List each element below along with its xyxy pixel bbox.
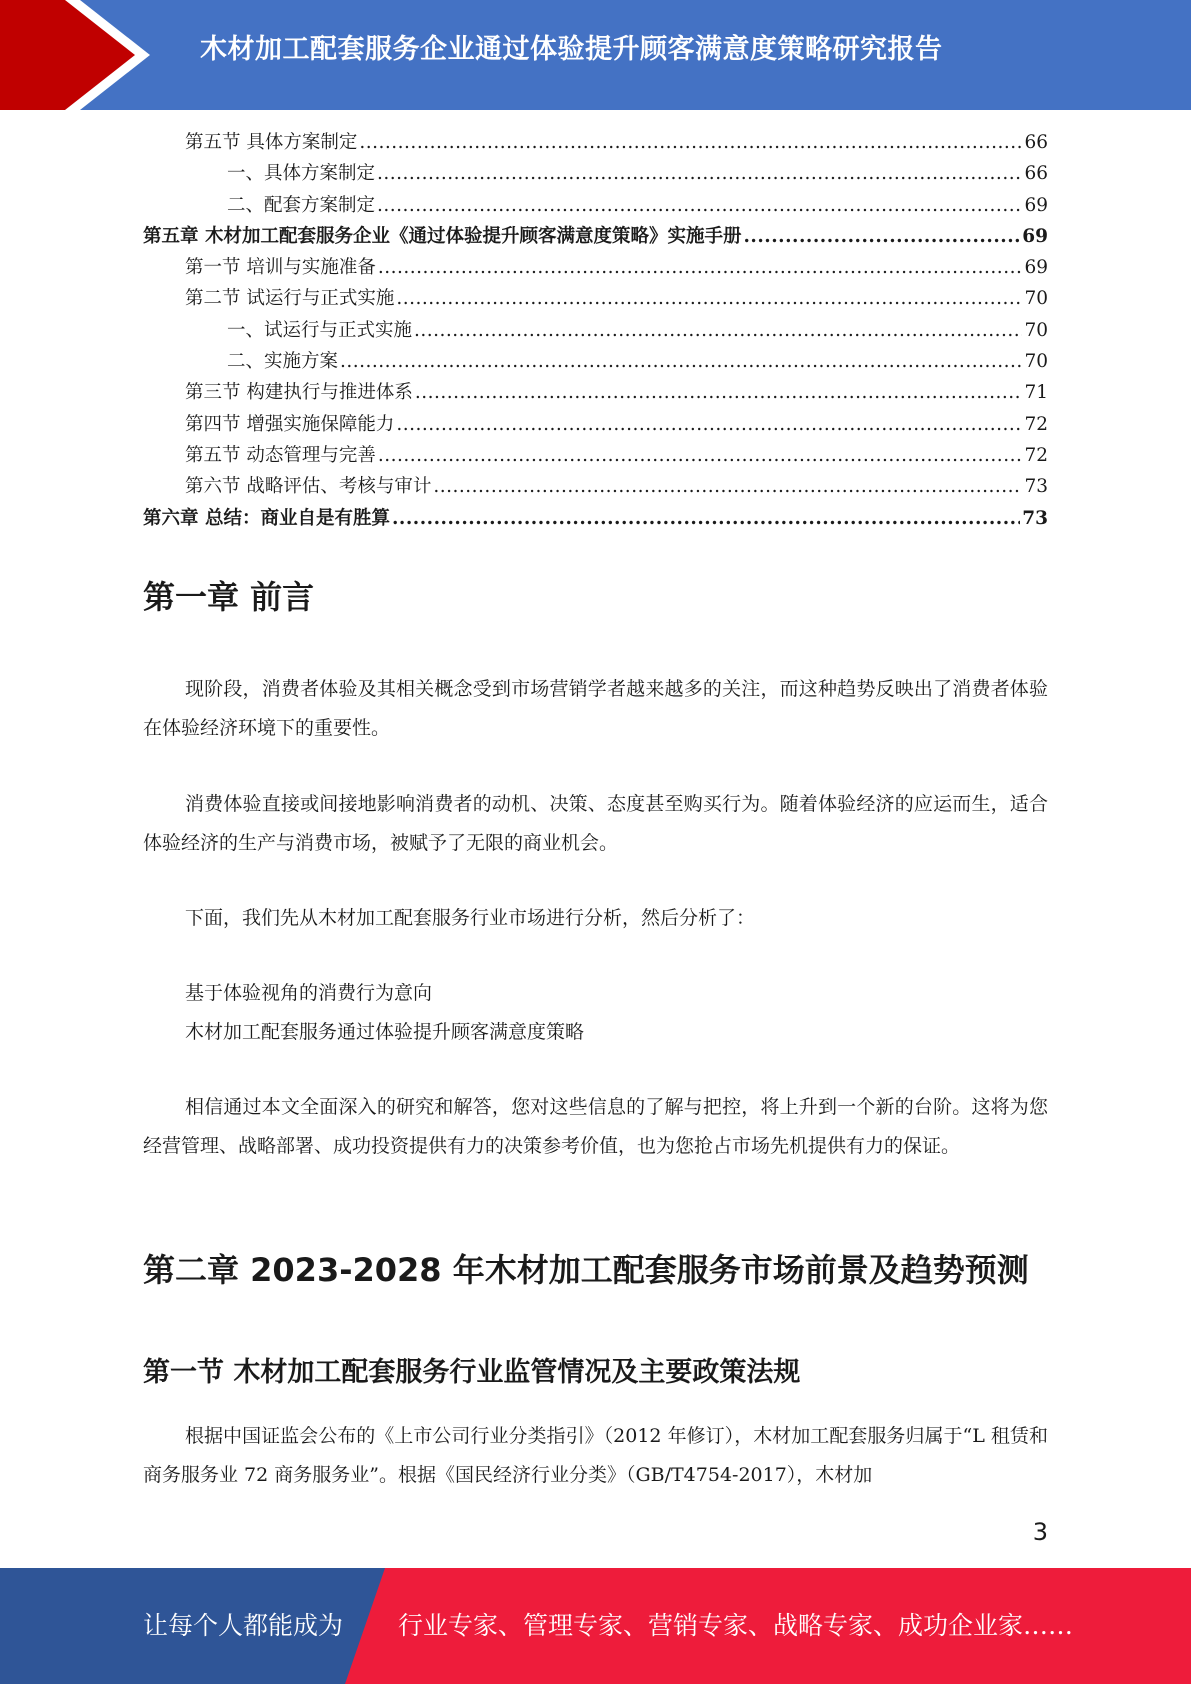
page-number: 3 xyxy=(1032,1518,1048,1546)
list-item: 基于体验视角的消费行为意向 xyxy=(185,982,433,1004)
toc-leader-dots xyxy=(377,195,1022,216)
toc-entry[interactable] xyxy=(143,253,1048,284)
toc-page-number: 69 xyxy=(1024,257,1048,279)
toc-leader-dots xyxy=(392,508,1020,529)
toc-entry-label: 第五节 动态管理与完善 xyxy=(185,444,376,466)
toc-leader-dots xyxy=(396,414,1022,435)
toc-entry[interactable] xyxy=(143,347,1048,378)
toc-entry[interactable] xyxy=(143,410,1048,441)
table-of-contents xyxy=(143,128,1048,535)
toc-page-number: 66 xyxy=(1024,132,1048,153)
paragraph: 现阶段，消费者体验及其相关概念受到市场营销学者越来越多的关注，而这种趋势反映出了消费者体验在体验经济环境下的重要性。 xyxy=(143,678,1048,739)
toc-page-number: 70 xyxy=(1024,288,1048,310)
toc-leader-dots xyxy=(414,320,1022,341)
toc-leader-dots xyxy=(743,226,1020,247)
chapter-1-body-4 xyxy=(143,1088,1048,1166)
list-item: 木材加工配套服务通过体验提升顾客满意度策略 xyxy=(185,1021,585,1043)
toc-entry[interactable] xyxy=(143,284,1048,315)
toc-entry[interactable] xyxy=(143,128,1048,159)
toc-entry[interactable] xyxy=(143,316,1048,347)
report-title: 木材加工配套服务企业通过体验提升顾客满意度策略研究报告 xyxy=(200,34,943,65)
toc-page-number: 72 xyxy=(1024,444,1048,466)
header-banner xyxy=(0,0,1191,110)
toc-entry-label: 二、实施方案 xyxy=(227,351,339,373)
chapter-heading: 第二章 2023-2028 年木材加工配套服务市场前景及趋势预测 xyxy=(143,1251,1029,1289)
paragraph: 相信通过本文全面深入的研究和解答，您对这些信息的了解与把控，将上升到一个新的台阶。这将为您经营管理、战略部署、成功投资提供有力的决策参考价值，也为您抢占市场先机提供有力的保证。 xyxy=(143,1096,1048,1157)
toc-entry[interactable] xyxy=(143,472,1048,503)
chapter-heading: 第一章 前言 xyxy=(143,578,315,616)
footer-slogan-right: 行业专家、管理专家、营销专家、战略专家、成功企业家…… xyxy=(398,1611,1074,1640)
toc-page-number: 70 xyxy=(1024,319,1048,341)
toc-entry-label: 第五章 木材加工配套服务企业《通过体验提升顾客满意度策略》实施手册 xyxy=(143,225,742,247)
toc-leader-dots xyxy=(340,351,1022,372)
section-heading: 第一节 木材加工配套服务行业监管情况及主要政策法规 xyxy=(143,1357,801,1388)
toc-entry-label: 第六章 总结：商业自是有胜算 xyxy=(143,507,390,529)
toc-entry-label: 一、试运行与正式实施 xyxy=(227,319,413,341)
chapter-1-body-3 xyxy=(143,899,1048,938)
toc-chapter-entry[interactable] xyxy=(143,222,1048,253)
toc-entry[interactable] xyxy=(143,378,1048,409)
toc-page-number: 73 xyxy=(1024,476,1048,498)
paragraph: 消费体验直接或间接地影响消费者的动机、决策、态度甚至购买行为。随着体验经济的应运而生，适合体验经济的生产与消费市场，被赋予了无限的商业机会。 xyxy=(143,793,1048,854)
footer-banner xyxy=(0,1568,1191,1684)
toc-leader-dots xyxy=(377,163,1022,184)
toc-entry-label: 二、配套方案制定 xyxy=(227,194,376,216)
toc-page-number: 71 xyxy=(1024,382,1048,404)
chapter-1-body-2 xyxy=(143,785,1048,863)
toc-leader-dots xyxy=(359,132,1022,153)
toc-entry[interactable] xyxy=(143,191,1048,222)
toc-leader-dots xyxy=(378,445,1023,466)
toc-page-number: 73 xyxy=(1022,507,1048,529)
chapter-2 xyxy=(143,1245,1048,1291)
toc-entry-label: 一、具体方案制定 xyxy=(227,163,376,185)
section-heading-wrap xyxy=(143,1350,1048,1389)
toc-page-number: 66 xyxy=(1024,163,1048,185)
toc-leader-dots xyxy=(396,288,1022,309)
toc-page-number: 70 xyxy=(1024,351,1048,373)
toc-leader-dots xyxy=(378,257,1023,278)
toc-entry[interactable] xyxy=(143,159,1048,190)
footer-slogan-left: 让每个人都能成为 xyxy=(143,1611,344,1640)
toc-entry-label: 第一节 培训与实施准备 xyxy=(185,257,376,279)
toc-entry-label: 第四节 增强实施保障能力 xyxy=(185,413,395,435)
chapter-1-body xyxy=(143,670,1048,748)
toc-entry[interactable] xyxy=(143,441,1048,472)
toc-leader-dots xyxy=(415,382,1023,403)
toc-page-number: 69 xyxy=(1022,225,1048,247)
bullet-list xyxy=(143,974,1048,1052)
toc-chapter-entry[interactable] xyxy=(143,504,1048,535)
toc-entry-label: 第五节 具体方案制定 xyxy=(185,132,358,153)
chapter-1 xyxy=(143,572,1048,618)
toc-page-number: 72 xyxy=(1024,413,1048,435)
paragraph: 根据中国证监会公布的《上市公司行业分类指引》（2012 年修订），木材加工配套服务归属于“L 租赁和商务服务业 72 商务服务业”。根据《国民经济行业分类》（GB/T4754-2017），木材加 xyxy=(143,1425,1048,1486)
toc-entry-label: 第六节 战略评估、考核与审计 xyxy=(185,476,432,498)
toc-entry-label: 第三节 构建执行与推进体系 xyxy=(185,382,413,404)
chapter-2-body xyxy=(143,1417,1048,1495)
toc-page-number: 69 xyxy=(1024,194,1048,216)
paragraph: 下面，我们先从木材加工配套服务行业市场进行分析，然后分析了： xyxy=(185,907,756,929)
toc-entry-label: 第二节 试运行与正式实施 xyxy=(185,288,395,310)
toc-leader-dots xyxy=(433,476,1022,497)
